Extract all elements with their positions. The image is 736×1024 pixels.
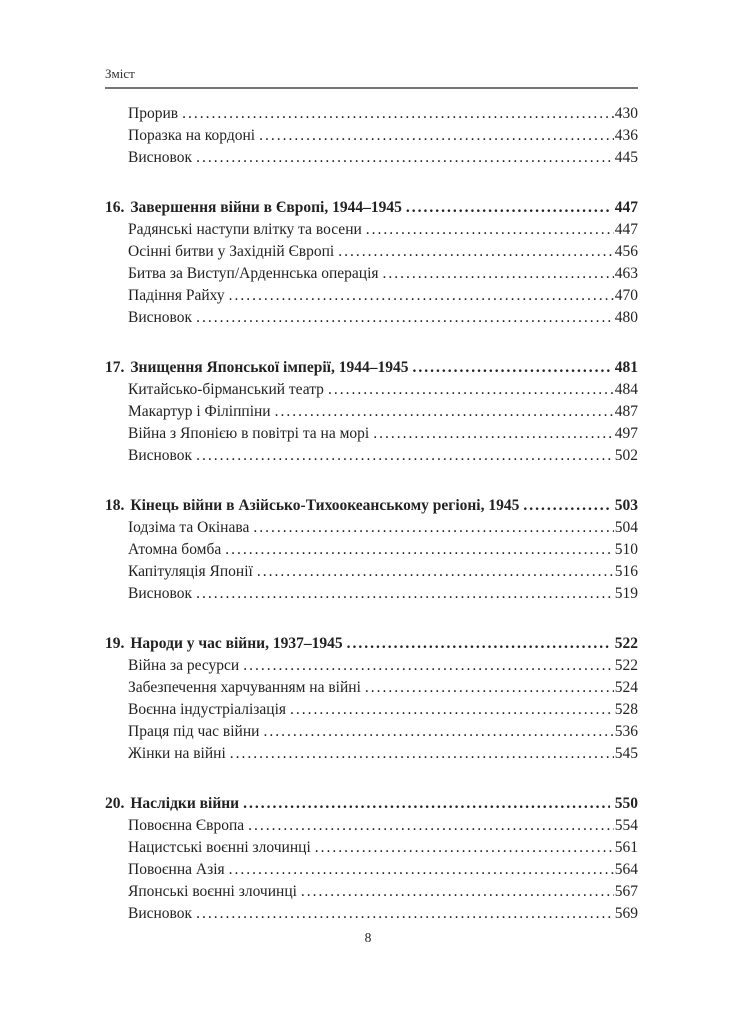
toc-entry-page-number: 524 (614, 678, 638, 696)
toc-entry-label: Поразка на кордоні (128, 126, 256, 144)
dot-leader (239, 793, 610, 815)
toc-entry-label: Праця під час війни (128, 722, 260, 740)
toc-chapter-row (105, 197, 638, 219)
toc-entry-row (105, 699, 638, 721)
dot-leader (244, 815, 614, 837)
toc-entry-row (105, 837, 638, 859)
chapter-title: Народи у час війни, 1937–1945 (130, 634, 343, 652)
toc-entry-label: Радянські наступи влітку та восени (128, 220, 362, 238)
chapter-number: 16. (105, 198, 125, 216)
toc-entry-label: Іодзіма та Окінава (128, 518, 250, 536)
dot-leader (324, 379, 614, 401)
toc-entry-page-number: 445 (614, 148, 638, 166)
toc-entry-row (105, 285, 638, 307)
toc-entry-row (105, 423, 638, 445)
dot-leader (408, 357, 609, 379)
toc-entry-page-number: 487 (614, 402, 638, 420)
dot-leader (221, 539, 614, 561)
toc-entry-row (105, 379, 638, 401)
toc-entry-page-number: 510 (614, 540, 638, 558)
dot-leader (361, 677, 614, 699)
toc-entry-page-number: 502 (614, 446, 638, 464)
chapter-page-number: 522 (614, 634, 638, 652)
toc-entry-page-number: 463 (614, 264, 638, 282)
dot-leader (362, 219, 614, 241)
chapter-page-number: 550 (614, 794, 638, 812)
toc-entry-row (105, 263, 638, 285)
dot-leader (178, 103, 614, 125)
dot-leader (225, 859, 614, 881)
toc-entry-page-number: 545 (614, 744, 638, 762)
chapter-page-number: 447 (614, 198, 638, 216)
dot-leader (239, 655, 614, 677)
chapter-title: Наслідки війни (130, 794, 240, 812)
dot-leader (192, 307, 614, 329)
toc-entry-row (105, 881, 638, 903)
toc-entry-page-number: 484 (614, 380, 638, 398)
toc-chapter-row (105, 495, 638, 517)
table-of-contents (105, 103, 638, 925)
toc-entry-row (105, 307, 638, 329)
toc-entry-row (105, 859, 638, 881)
chapter-title: Кінець війни в Азійсько-Тихоокеанському регіоні, 1945 (130, 496, 520, 514)
dot-leader (259, 721, 613, 743)
toc-entry-page-number: 554 (614, 816, 638, 834)
toc-entry-page-number: 516 (614, 562, 638, 580)
header-rule (105, 87, 638, 89)
dot-leader (271, 401, 614, 423)
toc-entry-page-number: 536 (614, 722, 638, 740)
toc-entry-label: Війна з Японією в повітрі та на морі (128, 424, 370, 442)
toc-entry-label: Жінки на війні (128, 744, 226, 762)
chapter-title: Завершення війни в Європі, 1944–1945 (130, 198, 402, 216)
toc-entry-label: Повоєнна Європа (128, 816, 245, 834)
toc-entry-label: Воєнна індустріалізація (128, 700, 287, 718)
dot-leader (255, 125, 614, 147)
toc-entry-page-number: 436 (614, 126, 638, 144)
toc-entry-label: Нацистські воєнні злочинці (128, 838, 311, 856)
toc-entry-page-number: 497 (614, 424, 638, 442)
dot-leader (192, 445, 614, 467)
chapter-page-number: 481 (614, 358, 638, 376)
toc-entry-row (105, 401, 638, 423)
toc-entry-row (105, 539, 638, 561)
folio-page-number: 8 (364, 930, 372, 945)
dot-leader (192, 147, 614, 169)
toc-entry-page-number: 504 (614, 518, 638, 536)
dot-leader (343, 633, 610, 655)
toc-entry-row (105, 517, 638, 539)
toc-entry-label: Висновок (128, 904, 193, 922)
toc-chapter-row (105, 633, 638, 655)
toc-entry-page-number: 564 (614, 860, 638, 878)
toc-entry-label: Повоєнна Азія (128, 860, 225, 878)
toc-entry-row (105, 561, 638, 583)
dot-leader (249, 517, 613, 539)
dot-leader (402, 197, 610, 219)
chapter-number: 17. (105, 358, 125, 376)
dot-leader (225, 285, 614, 307)
toc-entry-page-number: 569 (614, 904, 638, 922)
toc-entry-row (105, 655, 638, 677)
toc-entry-label: Війна за ресурси (128, 656, 240, 674)
toc-entry-page-number: 430 (614, 104, 638, 122)
chapter-page-number: 503 (614, 496, 638, 514)
toc-entry-page-number: 447 (614, 220, 638, 238)
toc-entry-row (105, 743, 638, 765)
dot-leader (253, 561, 614, 583)
toc-entry-label: Висновок (128, 308, 193, 326)
toc-entry-page-number: 528 (614, 700, 638, 718)
dot-leader (334, 241, 614, 263)
toc-entry-label: Осінні битви у Західній Європі (128, 242, 335, 260)
toc-entry-label: Забезпечення харчуванням на війні (128, 678, 361, 696)
toc-entry-label: Китайсько-бірманський театр (128, 380, 324, 398)
toc-entry-page-number: 470 (614, 286, 638, 304)
toc-entry-label: Битва за Виступ/Арденнська операція (128, 264, 379, 282)
toc-entry-page-number: 480 (614, 308, 638, 326)
toc-entry-label: Японські воєнні злочинці (128, 882, 297, 900)
chapter-title: Знищення Японської імперії, 1944–1945 (130, 358, 409, 376)
toc-entry-row (105, 219, 638, 241)
toc-entry-row (105, 147, 638, 169)
toc-entry-label: Висновок (128, 446, 193, 464)
dot-leader (192, 903, 614, 925)
dot-leader (192, 583, 614, 605)
toc-entry-page-number: 522 (614, 656, 638, 674)
toc-entry-row (105, 583, 638, 605)
toc-entry-row (105, 241, 638, 263)
toc-entry-page-number: 456 (614, 242, 638, 260)
toc-entry-label: Макартур і Філіппіни (128, 402, 271, 420)
toc-entry-row (105, 445, 638, 467)
toc-entry-page-number: 567 (614, 882, 638, 900)
toc-entry-row (105, 903, 638, 925)
dot-leader (297, 881, 614, 903)
toc-chapter-row (105, 793, 638, 815)
running-head: Зміст (105, 66, 135, 81)
toc-entry-label: Падіння Райху (128, 286, 225, 304)
toc-entry-label: Капітуляція Японії (128, 562, 253, 580)
page-content (105, 66, 638, 925)
toc-entry-row (105, 721, 638, 743)
toc-entry-label: Атомна бомба (128, 540, 222, 558)
dot-leader (286, 699, 614, 721)
toc-entry-row (105, 677, 638, 699)
toc-entry-label: Висновок (128, 584, 193, 602)
toc-entry-page-number: 561 (614, 838, 638, 856)
dot-leader (519, 495, 609, 517)
toc-entry-page-number: 519 (614, 584, 638, 602)
toc-entry-label: Прорив (128, 104, 179, 122)
chapter-number: 20. (105, 794, 125, 812)
toc-entry-row (105, 103, 638, 125)
dot-leader (379, 263, 614, 285)
toc-entry-row (105, 125, 638, 147)
dot-leader (311, 837, 614, 859)
toc-entry-label: Висновок (128, 148, 193, 166)
dot-leader (369, 423, 614, 445)
chapter-number: 18. (105, 496, 125, 514)
toc-entry-row (105, 815, 638, 837)
toc-chapter-row (105, 357, 638, 379)
chapter-number: 19. (105, 634, 125, 652)
dot-leader (226, 743, 614, 765)
